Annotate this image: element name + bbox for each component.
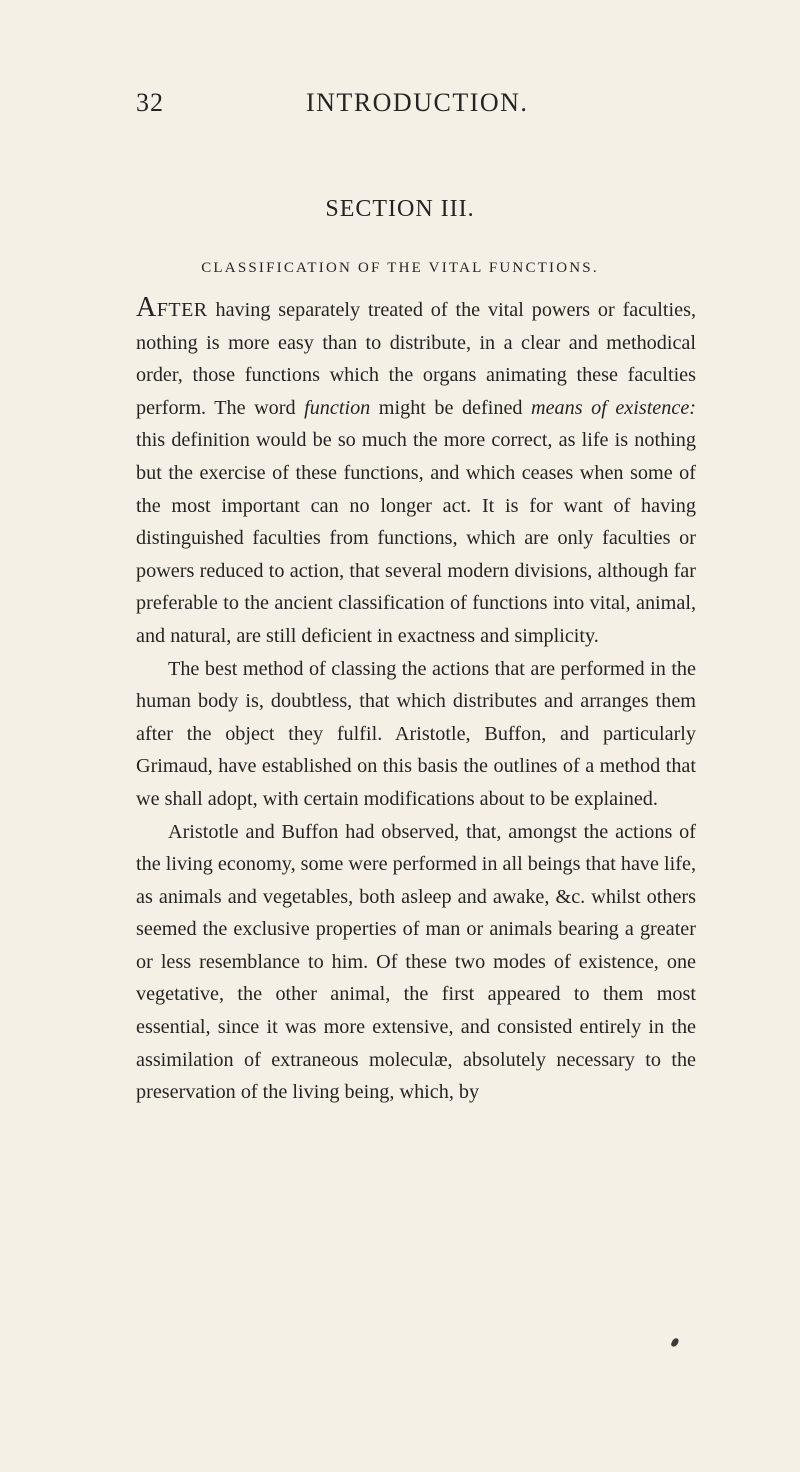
lead-word-rest: FTER	[156, 299, 208, 321]
paragraph-1-text-a: having separately treated of the vital powers or faculties, nothing is more easy than to distribute, in a clear and methodical order, those functions which the organs animating these faculties perform. The word	[136, 299, 696, 419]
ink-speck	[670, 1337, 679, 1348]
paragraph-2: The best method of classing the actions that are performed in the human body is, doubtless, that which distributes and arranges them after the object they fulfil. Aristotle, Buffon, and particularly Grimaud, have established on this basis the outlines of a method that we shall adopt, with certain modifications about to be explained.	[136, 657, 696, 810]
paragraph-3: Aristotle and Buffon had observed, that, amongst the actions of the living economy, some were performed in all beings that have life, as animals and vegetables, both asleep and awake, &c. whilst others seemed the exclusive properties of man or animals bearing a greater or less resemblance to him. Of these two modes of existence, one vegetative, the other animal, the first appeared to them most essential, since it was more extensive, and consisted entirely in the assimilation of extraneous moleculæ, absolutely necessary to the preservation of the living being, which, by	[136, 820, 696, 1104]
paragraph-1-text-c: this definition would be so much the more correct, as life is nothing but the exercise of these functions, and which ceases when some of the most important can no longer act. It is for want of having distinguished faculties from functions, which are only faculties or powers reduced to action, that several modern divisions, although far preferable to the ancient classification of functions into vital, animal, and natural, are still deficient in exactness and simplicity.	[136, 429, 696, 647]
paragraph-1-text-b: might be defined	[370, 396, 532, 419]
page-number: 32	[136, 88, 164, 117]
lead-initial: A	[136, 292, 157, 323]
body-text	[136, 292, 696, 1109]
section-subtitle: CLASSIFICATION OF THE VITAL FUNCTIONS.	[201, 260, 599, 276]
section-heading: SECTION III.	[325, 196, 475, 222]
paragraph-1-italic-means: means of existence:	[531, 396, 697, 419]
paragraph-1	[136, 292, 696, 653]
page-header	[136, 88, 696, 128]
paragraph-1-italic-function: function	[304, 396, 371, 419]
running-head: INTRODUCTION.	[306, 88, 529, 117]
